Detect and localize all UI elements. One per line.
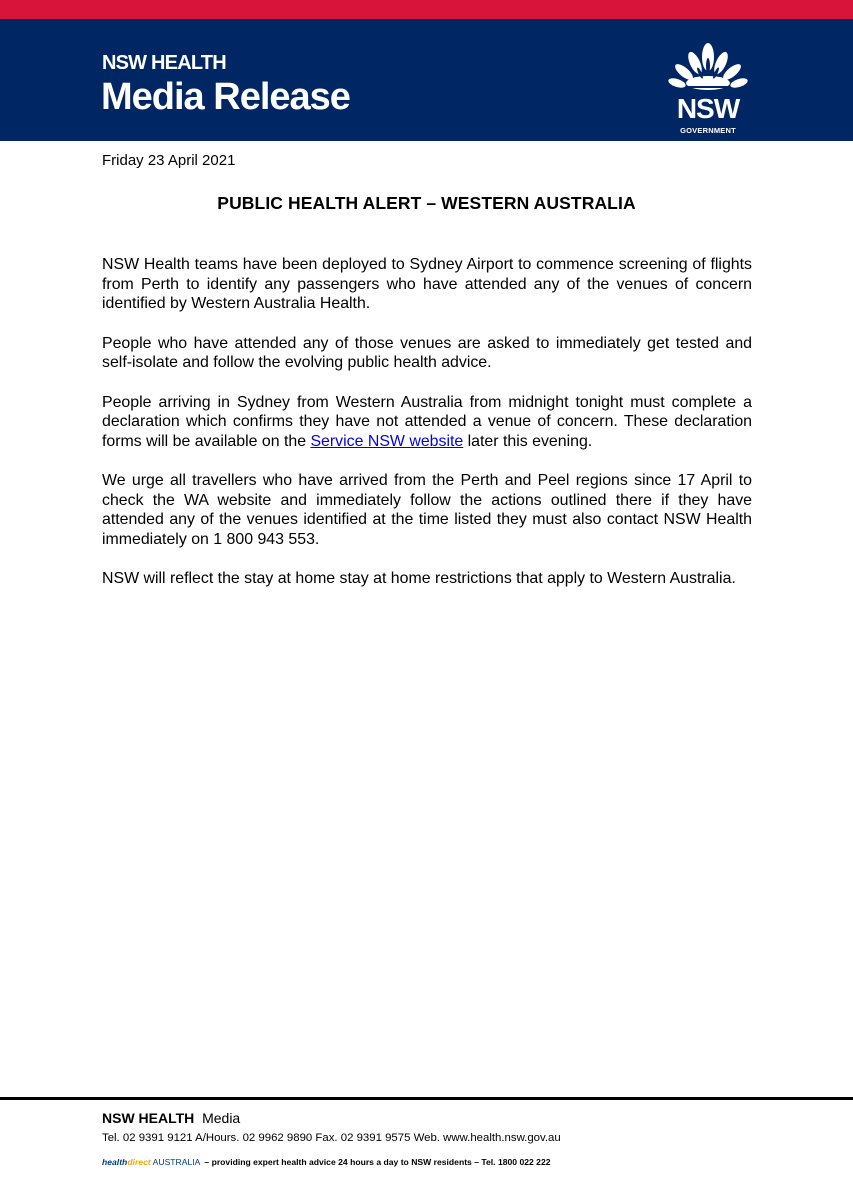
healthdirect-logo-a: health: [102, 1157, 128, 1167]
logo-subtext: GOVERNMENT: [680, 126, 736, 135]
nsw-government-logo: [668, 41, 748, 141]
footer-contact: Tel. 02 9391 9121 A/Hours. 02 9962 9890 Fax. 02 9391 9575 Web. www.health.nsw.gov.au: [102, 1132, 561, 1144]
release-date: Friday 23 April 2021: [102, 152, 236, 169]
release-body: [102, 255, 752, 609]
headline: PUBLIC HEALTH ALERT – WESTERN AUSTRALIA: [217, 193, 636, 213]
footer-healthdirect: [102, 1157, 551, 1167]
healthdirect-logo: [102, 1157, 151, 1167]
footer-org: NSW HEALTH: [102, 1110, 195, 1126]
paragraph: We urge all travellers who have arrived from the Perth and Peel regions since 17 April to check the WA website and immediately follow the actions outlined there if they have attended any of the venues identified at the time listed they must also contact NSW Health immediately on 1 800 943 553.: [102, 472, 752, 548]
paragraph: NSW will reflect the stay at home stay at home restrictions that apply to Western Australia.: [102, 570, 736, 587]
healthdirect-tagline: – providing expert health advice 24 hours a day to NSW residents – Tel. 1800 022 222: [204, 1157, 551, 1167]
header-banner: [0, 19, 853, 141]
org-name: NSW HEALTH: [102, 52, 226, 74]
footer-section: Media: [202, 1110, 241, 1126]
footer-divider: [0, 1097, 853, 1100]
paragraph-text: later this evening.: [463, 432, 593, 450]
release-title: Media Release: [101, 76, 350, 118]
header-red-strip: [0, 0, 853, 19]
healthdirect-country: AUSTRALIA: [152, 1157, 201, 1167]
paragraph-text: People arriving in Sydney from Western Australia from midnight tonight must complete a declaration which confirms they have not attended a venue of concern. These declaration forms will be available on the: [102, 393, 752, 450]
paragraph: NSW Health teams have been deployed to Sydney Airport to commence screening of flights from Perth to identify any passengers who have attended any of the venues of concern identified by Western Australia Health.: [102, 256, 752, 312]
logo-wordmark: NSW: [676, 93, 740, 124]
paragraph: People who have attended any of those venues are asked to immediately get tested and self-isolate and follow the evolving public health advice.: [102, 334, 752, 371]
service-nsw-website-link[interactable]: Service NSW website: [310, 432, 464, 450]
paragraph: [102, 393, 752, 452]
healthdirect-logo-b: direct: [127, 1157, 151, 1167]
footer-title: [102, 1110, 240, 1126]
waratah-icon: [668, 41, 748, 95]
